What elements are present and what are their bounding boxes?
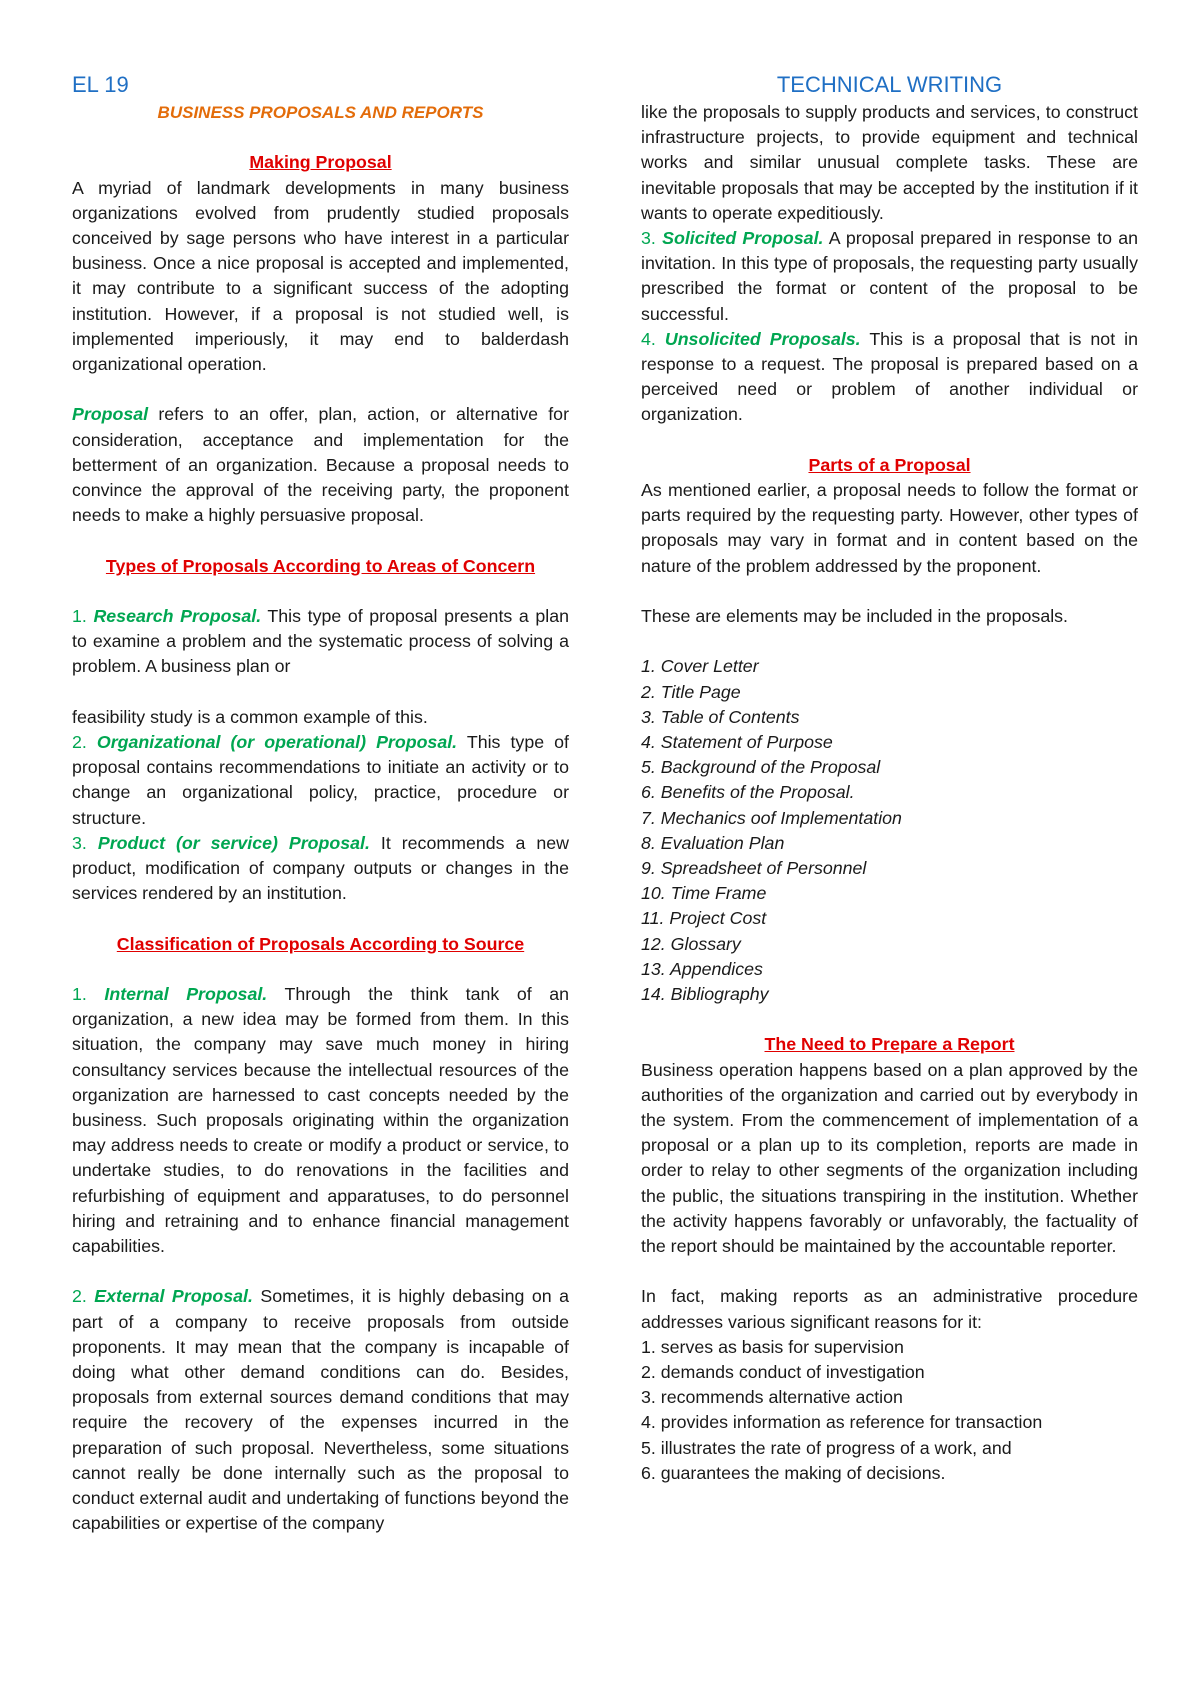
list-item: 5. Background of the Proposal: [641, 757, 881, 778]
list-item: 7. Mechanics oof Implementation: [641, 807, 902, 828]
list-item: 2. demands conduct of investigation: [641, 1362, 925, 1383]
list-item: 1. Cover Letter: [641, 656, 759, 677]
parts-intro: These are elements may be included in the proposals.: [641, 606, 1068, 627]
list-item: 13. Appendices: [641, 958, 763, 979]
list-item: 3. recommends alternative action: [641, 1387, 903, 1408]
document-subtitle: BUSINESS PROPOSALS AND REPORTS: [157, 103, 484, 122]
right-column: [641, 70, 1138, 1486]
list-item: 1. serves as basis for supervision: [641, 1336, 904, 1357]
class-term: Unsolicited Proposals.: [664, 328, 861, 349]
list-item: 11. Project Cost: [641, 908, 767, 929]
type-item-research: 1. Research Proposal. This type of proposal presents a plan to examine a problem and the systematic process of solving a problem. A business plan or: [72, 606, 569, 677]
class-term: Solicited Proposal.: [662, 228, 824, 249]
type-term: Research Proposal.: [93, 606, 262, 626]
proposal-definition-text: refers to an offer, plan, action, or alternative for consideration, acceptance and implementation for the betterment of an organization. Because a proposal needs to convince the approval of the receiving party, the proponent needs to make a highly persuasive proposal.: [72, 404, 569, 526]
parts-heading: Parts of a Proposal: [808, 454, 971, 475]
report-heading: The Need to Prepare a Report: [764, 1034, 1015, 1055]
list-item: 2. Title Page: [641, 681, 741, 702]
proposal-term: Proposal: [72, 404, 149, 425]
class-item-internal: 1. Internal Proposal. Through the think tank of an organization, a new idea may be formed from them. In this situation, the company may save much money in hiring consultancy services because the intellectual resources of the organization are harnessed to cast concepts needed by the business. Such proposals originating within the organization may address needs to create or modify a product or service, to undertake studies, to do renovations in the facilities and refurbishing of equipment and apparatuses, to do personnel hiring and retraining and to enhance financial management capabilities.: [72, 984, 569, 1257]
list-item: 6. Benefits of the Proposal.: [641, 782, 855, 803]
class-term: Internal Proposal.: [104, 984, 268, 1004]
list-item: 10. Time Frame: [641, 883, 767, 904]
left-column: [72, 70, 569, 1536]
class-item-solicited: 3. Solicited Proposal. A proposal prepared in response to an invitation. In this type of proposals, the requesting party usually prescribed the format or content of the proposal to be successful.: [641, 228, 1138, 324]
report-paragraph: Business operation happens based on a plan approved by the authorities of the organization and carried out by everybody in the system. From the commencement of implementation of a proposal or a plan up to its completion, reports are made in order to relay to other segments of the organization including the public, the situations transpiring in the institution. Whether the activity happens favorably or unfavorably, the factuality of the report should be maintained by the accountable reporter.: [641, 1059, 1138, 1257]
list-item: 6. guarantees the making of decisions.: [641, 1462, 946, 1483]
list-item: 5. illustrates the rate of progress of a work, and: [641, 1437, 1012, 1458]
type-item-research-continued: feasibility study is a common example of this.: [72, 706, 428, 727]
list-item: 9. Spreadsheet of Personnel: [641, 858, 867, 879]
class-term: External Proposal.: [94, 1286, 253, 1307]
parts-list: [641, 654, 1138, 1007]
type-item-product: 3. Product (or service) Proposal. It recommends a new product, modification of company outputs or changes in the services rendered by an institution.: [72, 832, 569, 904]
making-proposal-heading: Making Proposal: [249, 152, 392, 173]
list-item: 4. Statement of Purpose: [641, 732, 833, 753]
reasons-intro: In fact, making reports as an administrative procedure addresses various significant reasons for it:: [641, 1286, 1138, 1332]
type-item-organizational: 2. Organizational (or operational) Proposal. This type of proposal contains recommendations to initiate an activity or to change an organizational policy, practice, procedure or structure.: [72, 732, 569, 828]
list-item: 8. Evaluation Plan: [641, 832, 785, 853]
type-term: Product (or service) Proposal.: [97, 832, 370, 853]
subject-title: TECHNICAL WRITING: [776, 72, 1003, 97]
class-item-unsolicited: 4. Unsolicited Proposals. This is a proposal that is not in response to a request. The proposal is prepared based on a perceived need or problem of another individual or organization.: [641, 328, 1138, 425]
type-term: Organizational (or operational) Proposal.: [96, 732, 458, 752]
list-item: 14. Bibliography: [641, 984, 769, 1005]
types-heading: Types of Proposals According to Areas of Concern: [105, 555, 536, 576]
proposal-definition-paragraph: [72, 402, 569, 528]
list-item: 12. Glossary: [641, 933, 741, 954]
list-item: 3. Table of Contents: [641, 706, 800, 727]
list-item: 4. provides information as reference for transaction: [641, 1412, 1043, 1433]
making-proposal-paragraph: A myriad of landmark developments in many business organizations evolved from prudently studied proposals conceived by sage persons who have interest in a particular business. Once a nice proposal is accepted and implemented, it may contribute to a significant success of the adopting institution. However, if a proposal is not studied well, is implemented imperiously, it may end to balderdash organizational operation.: [72, 177, 569, 375]
parts-paragraph: As mentioned earlier, a proposal needs to follow the format or parts required by the requesting party. However, other types of proposals may vary in format and in content based on the nature of the problem addressed by the proponent.: [641, 480, 1138, 576]
external-proposal-continued: like the proposals to supply products and services, to construct infrastructure projects, to provide equipment and technical works and similar unusual complete tasks. These are inevitable proposals that may be accepted by the institution if it wants to operate expeditiously.: [641, 102, 1138, 223]
reasons-list: [641, 1335, 1138, 1486]
classification-heading: Classification of Proposals According to Source: [116, 933, 525, 954]
class-item-external: 2. External Proposal. Sometimes, it is highly debasing on a part of a company to receive proposals from outside proponents. It may mean that the company is incapable of doing what other demand conditions can do. Besides, proposals from external sources demand conditions that may require the recovery of the expenses incurred in the preparation of such proposal. Nevertheless, some situations cannot really be done internally such as the proposal to conduct external audit and undertaking of functions beyond the capabilities or expertise of the company: [72, 1286, 569, 1534]
course-code: EL 19: [72, 72, 129, 97]
